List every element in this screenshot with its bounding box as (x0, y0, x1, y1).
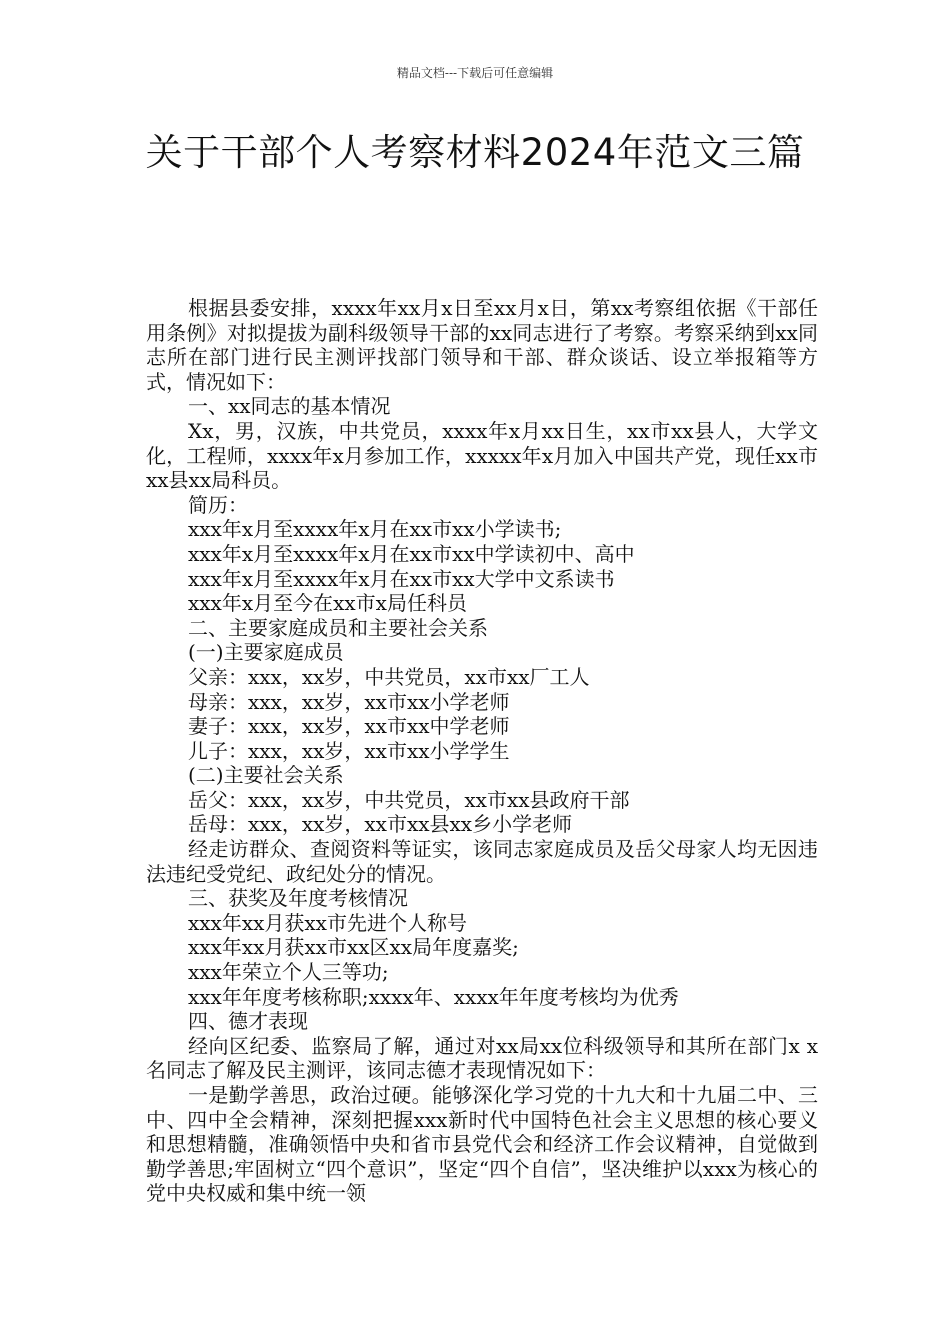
family-member: 儿子：xxx，xx岁，xx市xx小学学生 (188, 738, 510, 763)
award-item: xxx年年度考核称职;xxxx年、xxxx年年度考核均为优秀 (188, 984, 679, 1009)
paragraph-performance-point-one: 一是勤学善思，政治过硬。能够深化学习党的十九大和十九届二中、三中、四中全会精神，深刻把握xxx新时代中国特色社会主义思想的核心要义和思想精髓，准确领悟中央和省市县党代会和经济工作会议精神，自觉做到勤学善思;牢固树立“四个意识”，坚定“四个自信”，坚决维护以xxx为核心的党中央权威和集中统一领 (146, 1083, 818, 1206)
document-title: 关于干部个人考察材料2024年范文三篇 (145, 131, 805, 174)
family-member: 父亲：xxx，xx岁，中共党员，xx市xx厂工人 (188, 664, 590, 689)
resume-item: xxx年x月至xxxx年x月在xx市xx大学中文系读书 (188, 566, 615, 591)
page-header: 精品文档---下载后可任意编辑 (396, 66, 554, 80)
family-member: 母亲：xxx，xx岁，xx市xx小学老师 (188, 689, 510, 714)
resume-item: xxx年x月至xxxx年x月在xx市xx中学读初中、高中 (188, 541, 635, 566)
section-heading-basic-info: 一、xx同志的基本情况 (188, 394, 391, 419)
paragraph-basic-info: Xx，男，汉族，中共党员，xxxx年x月xx日生，xx市xx县人，大学文化，工程师，xxxx年x月参加工作，xxxxx年x月加入中国共产党，现任xx市xx县xx局科员。 (146, 418, 818, 493)
award-item: xxx年荣立个人三等功; (188, 960, 389, 985)
resume-label: 简历： (188, 492, 248, 517)
document-body (146, 296, 818, 1206)
family-member: 妻子：xxx，xx岁，xx市xx中学老师 (188, 714, 510, 739)
subsection-heading-social-relations: (二)主要社会关系 (188, 763, 344, 788)
paragraph-family-verification: 经走访群众、查阅资料等证实，该同志家庭成员及岳父母家人均无因违法违纪受党纪、政纪处分的情况。 (146, 837, 818, 886)
paragraph-performance-intro: 经向区纪委、监察局了解，通过对xx局xx位科级领导和其所在部门x x名同志了解及民主测评，该同志德才表现情况如下： (146, 1033, 818, 1083)
award-item: xxx年xx月获xx市xx区xx局年度嘉奖; (188, 935, 519, 960)
resume-item: xxx年x月至今在xx市x局任科员 (188, 591, 467, 616)
social-relation: 岳母：xxx，xx岁，xx市xx县xx乡小学老师 (188, 812, 573, 837)
resume-item: xxx年x月至xxxx年x月在xx市xx小学读书; (188, 517, 562, 542)
paragraph-intro: 根据县委安排，xxxx年xx月x日至xx月x日，第xx考察组依据《干部任用条例》对拟提拔为副科级领导干部的xx同志进行了考察。考察采纳到xx同志所在部门进行民主测评找部门领导和干部、群众谈话、设立举报箱等方式，情况如下： (146, 296, 818, 394)
section-heading-performance: 四、德才表现 (188, 1009, 308, 1034)
subsection-heading-family-members: (一)主要家庭成员 (188, 640, 344, 665)
social-relation: 岳父：xxx，xx岁，中共党员，xx市xx县政府干部 (188, 787, 630, 812)
section-heading-awards: 三、获奖及年度考核情况 (188, 886, 408, 911)
section-heading-family: 二、主要家庭成员和主要社会关系 (188, 615, 488, 640)
award-item: xxx年xx月获xx市先进个人称号 (188, 910, 467, 935)
